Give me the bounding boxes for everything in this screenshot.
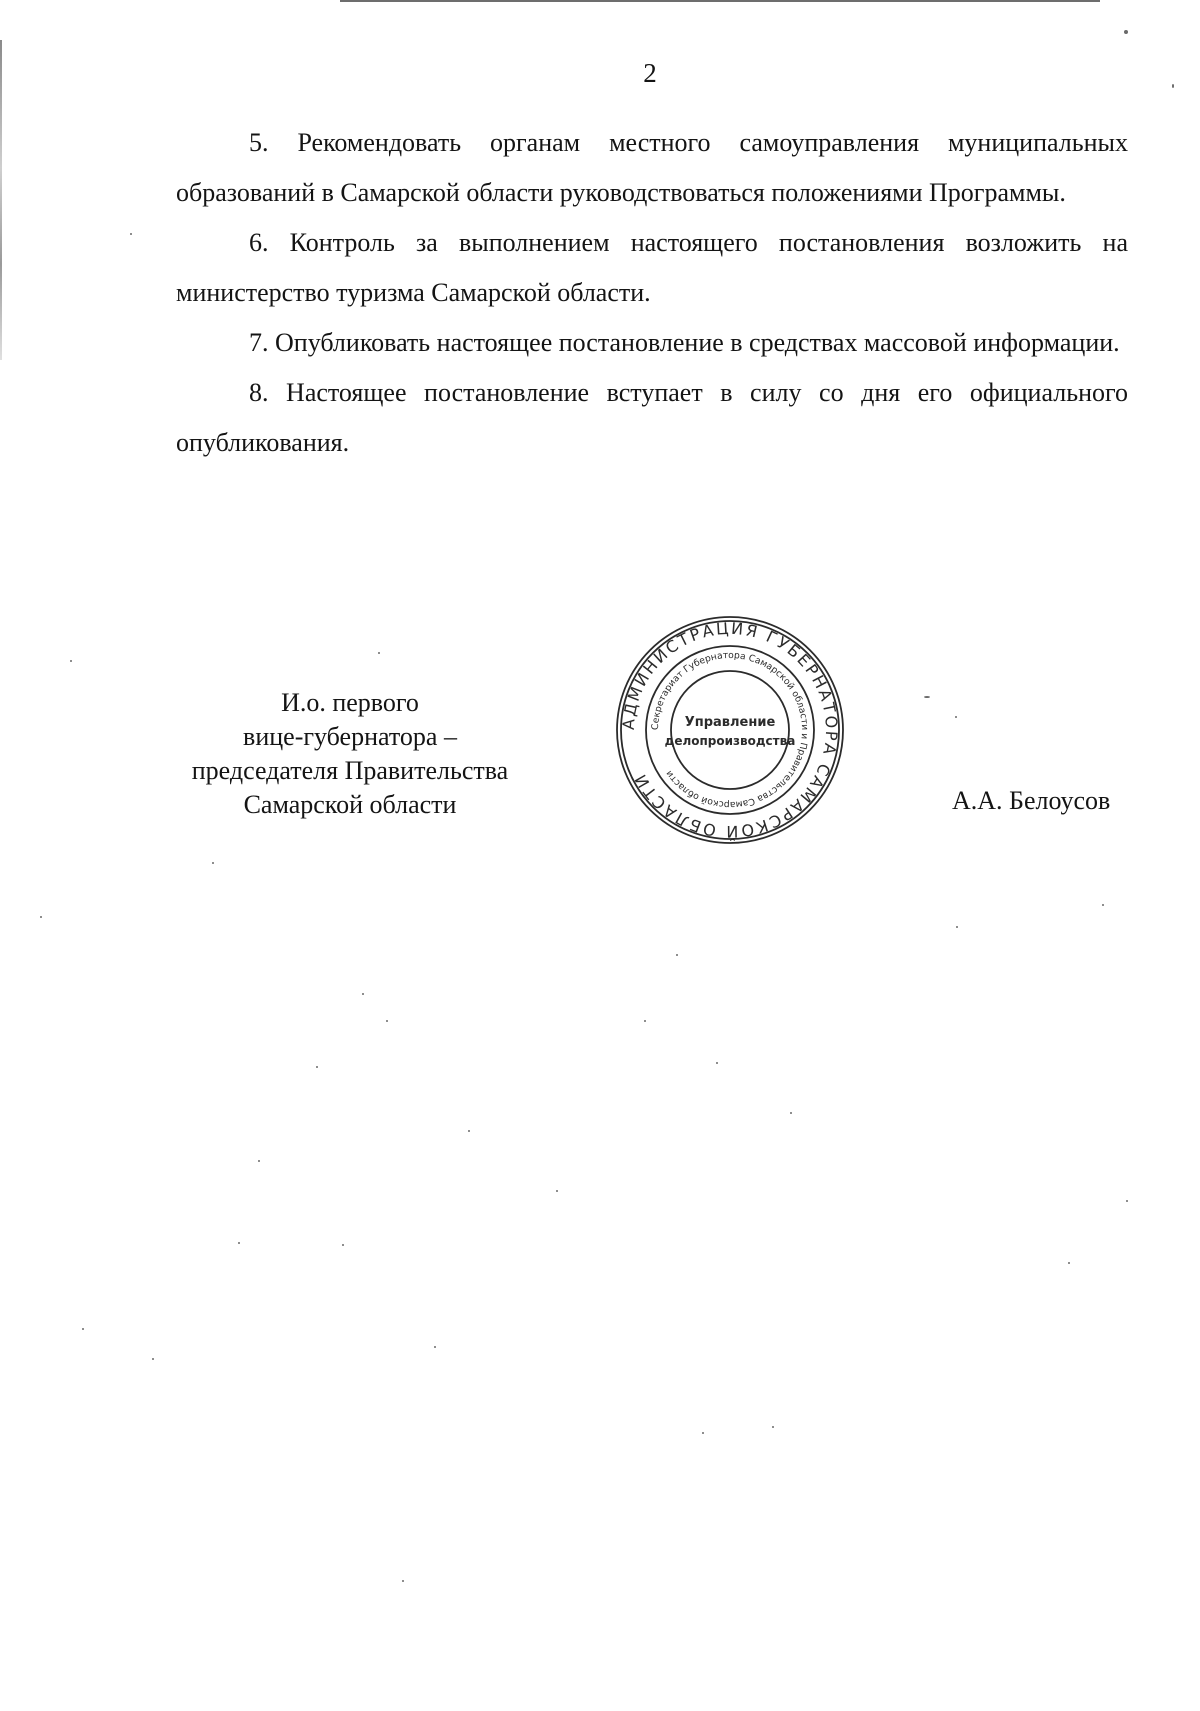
scan-speck (955, 716, 957, 718)
signatory-name: А.А. Белоусов (952, 786, 1111, 815)
scan-speck (716, 1062, 718, 1064)
scan-speck (82, 1328, 84, 1330)
scan-speck (772, 1426, 774, 1428)
signatory-position (170, 686, 530, 822)
scan-speck (386, 1020, 388, 1022)
scan-speck (130, 233, 132, 235)
scan-artifact-left-edge (0, 40, 2, 360)
scan-speck (238, 1242, 240, 1244)
scan-speck (1126, 1200, 1128, 1202)
scan-speck (258, 1160, 260, 1162)
paragraph-7: 7. Опубликовать настоящее постановление в средствах массовой информации. (249, 328, 1120, 357)
scan-speck (1102, 904, 1104, 906)
scan-speck (924, 696, 930, 698)
scan-speck (1124, 30, 1128, 34)
seal-center-line-2: делопроизводства (664, 734, 796, 748)
scan-speck (212, 862, 214, 864)
document-body (176, 118, 1128, 468)
scan-speck (362, 993, 364, 995)
paragraph-6: 6. Контроль за выполнением настоящего постановления возложить на министерство туризма Самарской области. (176, 228, 1128, 307)
scan-speck (676, 954, 678, 956)
page-number: 2 (643, 58, 657, 88)
seal-inner-ring (671, 671, 789, 789)
scan-speck (378, 652, 380, 654)
position-line: председателя Правительства (191, 756, 509, 785)
position-line: Самарской области (243, 790, 457, 819)
seal-inner-text-path: Секретариат Губернатора Самарской области и Правительства Самарской области (649, 649, 811, 811)
scan-speck (434, 1346, 436, 1348)
position-line: вице-губернатора – (243, 722, 457, 751)
scan-speck (556, 1190, 558, 1192)
scan-speck (790, 1112, 792, 1114)
scan-speck (70, 660, 72, 662)
scan-speck (702, 1432, 704, 1434)
scan-speck (402, 1580, 404, 1582)
seal-center-line-1: Управление (684, 715, 776, 730)
paragraph-5: 5. Рекомендовать органам местного самоуправления муниципальных образований в Самарской области руководствоваться положениями Программы. (176, 128, 1128, 207)
official-seal-stamp (614, 614, 846, 846)
scan-speck (316, 1066, 318, 1068)
scan-speck (468, 1130, 470, 1132)
scan-speck (1068, 1262, 1070, 1264)
paragraph-8: 8. Настоящее постановление вступает в силу со дня его официального опубликования. (176, 378, 1128, 457)
scan-artifact-top-line (340, 0, 1100, 2)
position-line: И.о. первого (281, 688, 419, 717)
scan-speck (40, 916, 42, 918)
scan-speck (152, 1358, 154, 1360)
scan-speck (956, 926, 958, 928)
scan-speck (1172, 84, 1174, 88)
scan-speck (644, 1020, 646, 1022)
seal-outer-text-path: АДМИНИСТРАЦИЯ ГУБЕРНАТОРА САМАРСКОЙ ОБЛАСТИ (618, 618, 842, 842)
scan-speck (342, 1244, 344, 1246)
